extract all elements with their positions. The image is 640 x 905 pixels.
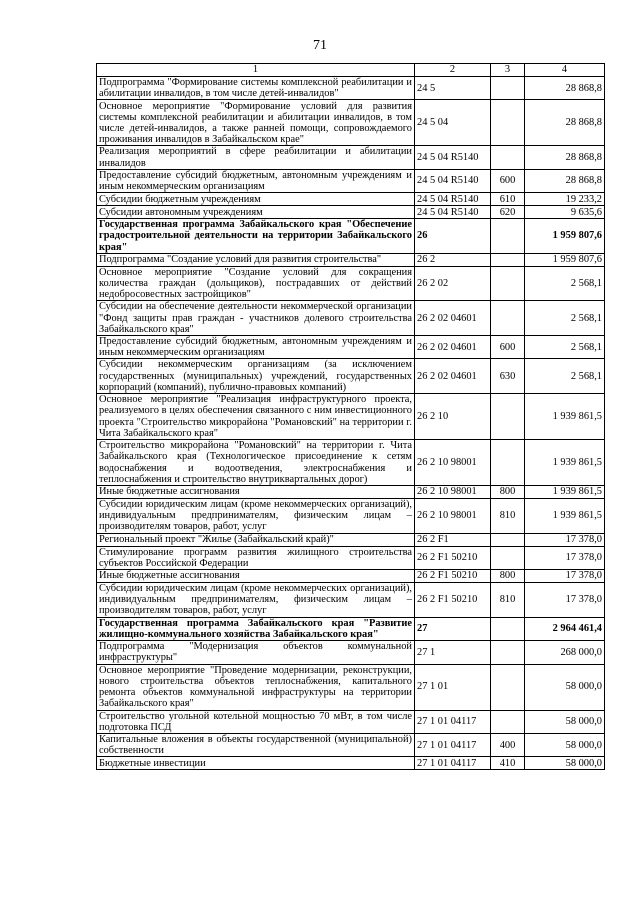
row-amount-cell: 17 378,0: [525, 533, 605, 546]
row-name-cell: Основное мероприятие "Формирование условий для развития системы комплексной реабилитации и абилитации инвалидов, в том числе детей-инвалидов, а также ранней помощи, сопровождаемого проживания инвалидов в Забайкальском крае": [97, 100, 415, 146]
row-expense-type-cell: [491, 617, 525, 640]
row-code-cell: 27: [415, 617, 491, 640]
row-amount-cell: 17 378,0: [525, 570, 605, 583]
row-code-cell: 26 2 F1 50210: [415, 583, 491, 618]
row-expense-type-cell: 610: [491, 193, 525, 206]
row-expense-type-cell: [491, 710, 525, 733]
budget-table: [96, 63, 605, 770]
row-expense-type-cell: 630: [491, 359, 525, 394]
page-number: 71: [313, 38, 327, 53]
row-name-cell: Реализация мероприятий в сфере реабилитации и абилитации инвалидов: [97, 146, 415, 169]
row-code-cell: 26 2 10: [415, 394, 491, 440]
row-name-cell: Подпрограмма "Модернизация объектов коммунальной инфраструктуры": [97, 641, 415, 664]
row-amount-cell: 58 000,0: [525, 757, 605, 770]
table-row: [97, 710, 605, 733]
row-amount-cell: 19 233,2: [525, 193, 605, 206]
row-code-cell: 26 2 02: [415, 266, 491, 301]
row-name-cell: Строительство угольной котельной мощностью 70 мВт, в том числе подготовка ПСД: [97, 710, 415, 733]
row-expense-type-cell: [491, 301, 525, 336]
row-name-cell: Основное мероприятие "Создание условий для сокращения количества граждан (дольщиков), пострадавших от действий недобросовестных застройщиков": [97, 266, 415, 301]
row-expense-type-cell: 620: [491, 206, 525, 219]
header-col-3: 3: [491, 64, 525, 77]
table-row: [97, 193, 605, 206]
row-amount-cell: 1 959 807,6: [525, 253, 605, 266]
row-name-cell: Подпрограмма "Формирование системы комплексной реабилитации и абилитации инвалидов, в том числе детей-инвалидов": [97, 77, 415, 100]
row-code-cell: 26 2 10 98001: [415, 486, 491, 499]
row-amount-cell: 2 568,1: [525, 266, 605, 301]
header-row: [97, 64, 605, 77]
table-row: [97, 169, 605, 192]
table-row: [97, 486, 605, 499]
row-amount-cell: 17 378,0: [525, 583, 605, 618]
row-code-cell: 26 2 F1: [415, 533, 491, 546]
row-expense-type-cell: 600: [491, 169, 525, 192]
row-name-cell: Иные бюджетные ассигнования: [97, 486, 415, 499]
row-name-cell: Бюджетные инвестиции: [97, 757, 415, 770]
row-code-cell: 27 1 01 04117: [415, 757, 491, 770]
row-expense-type-cell: [491, 533, 525, 546]
table-row: [97, 100, 605, 146]
table-row: [97, 583, 605, 618]
row-amount-cell: 2 568,1: [525, 301, 605, 336]
row-code-cell: 26 2 02 04601: [415, 359, 491, 394]
row-amount-cell: 9 635,6: [525, 206, 605, 219]
row-name-cell: Государственная программа Забайкальского края "Развитие жилищно-коммунального хозяйства Забайкальского края": [97, 617, 415, 640]
table-row: [97, 77, 605, 100]
row-name-cell: Региональный проект "Жилье (Забайкальский край)": [97, 533, 415, 546]
row-amount-cell: 58 000,0: [525, 710, 605, 733]
row-name-cell: Государственная программа Забайкальского края "Обеспечение градостроительной деятельности на территории Забайкальского края": [97, 219, 415, 254]
row-expense-type-cell: [491, 100, 525, 146]
table-row: [97, 664, 605, 710]
table-row: [97, 219, 605, 254]
row-name-cell: Субсидии автономным учреждениям: [97, 206, 415, 219]
row-amount-cell: 58 000,0: [525, 733, 605, 756]
row-expense-type-cell: 810: [491, 583, 525, 618]
row-name-cell: Основное мероприятие "Реализация инфраструктурного проекта, реализуемого в целях обеспечения связанного с ним инвестиционного проекта "Строительство микрорайона "Романовский" на территории г. Чита Забайкальского края": [97, 394, 415, 440]
row-amount-cell: 1 939 861,5: [525, 499, 605, 534]
row-amount-cell: 28 868,8: [525, 100, 605, 146]
row-code-cell: 24 5: [415, 77, 491, 100]
row-expense-type-cell: 800: [491, 570, 525, 583]
row-code-cell: 26 2 10 98001: [415, 440, 491, 486]
row-code-cell: 26 2 10 98001: [415, 499, 491, 534]
table-row: [97, 617, 605, 640]
row-name-cell: Капитальные вложения в объекты государственной (муниципальной) собственности: [97, 733, 415, 756]
row-amount-cell: 58 000,0: [525, 664, 605, 710]
row-amount-cell: 1 939 861,5: [525, 394, 605, 440]
row-amount-cell: 1 939 861,5: [525, 486, 605, 499]
row-amount-cell: 2 568,1: [525, 336, 605, 359]
row-name-cell: Основное мероприятие "Проведение модернизации, реконструкции, нового строительства объектов теплоснабжения, капитального ремонта объектов коммунальной инфраструктуры на территории Забайкальского края": [97, 664, 415, 710]
row-amount-cell: 1 959 807,6: [525, 219, 605, 254]
row-amount-cell: 2 964 461,4: [525, 617, 605, 640]
row-code-cell: 24 5 04 R5140: [415, 193, 491, 206]
row-name-cell: Субсидии некоммерческим организациям (за исключением государственных (муниципальных) учреждений, государственных корпораций (компаний), публично-правовых компаний): [97, 359, 415, 394]
row-expense-type-cell: [491, 146, 525, 169]
row-name-cell: Строительство микрорайона "Романовский" на территории г. Чита Забайкальского края (Технологическое присоединение к сетям водоснабжения и водоотведения, электроснабжения и теплоснабжения и строительство внутриквартальных дорог): [97, 440, 415, 486]
row-code-cell: 24 5 04: [415, 100, 491, 146]
row-name-cell: Субсидии юридическим лицам (кроме некоммерческих организаций), индивидуальным предпринимателям, физическим лицам – производителям товаров, работ, услуг: [97, 583, 415, 618]
row-name-cell: Субсидии бюджетным учреждениям: [97, 193, 415, 206]
row-expense-type-cell: [491, 641, 525, 664]
row-amount-cell: 268 000,0: [525, 641, 605, 664]
table-row: [97, 266, 605, 301]
row-code-cell: 26 2 F1 50210: [415, 570, 491, 583]
row-code-cell: 24 5 04 R5140: [415, 206, 491, 219]
row-code-cell: 24 5 04 R5140: [415, 146, 491, 169]
table-row: [97, 533, 605, 546]
row-amount-cell: 28 868,8: [525, 77, 605, 100]
row-expense-type-cell: [491, 394, 525, 440]
row-code-cell: 27 1: [415, 641, 491, 664]
table-row: [97, 570, 605, 583]
row-expense-type-cell: [491, 253, 525, 266]
row-amount-cell: 1 939 861,5: [525, 440, 605, 486]
row-expense-type-cell: 800: [491, 486, 525, 499]
header-col-4: 4: [525, 64, 605, 77]
table-row: [97, 546, 605, 569]
table-row: [97, 206, 605, 219]
row-code-cell: 24 5 04 R5140: [415, 169, 491, 192]
table-row: [97, 394, 605, 440]
row-expense-type-cell: [491, 664, 525, 710]
row-expense-type-cell: 410: [491, 757, 525, 770]
row-expense-type-cell: 810: [491, 499, 525, 534]
row-code-cell: 27 1 01 04117: [415, 733, 491, 756]
table-row: [97, 757, 605, 770]
row-code-cell: 26 2: [415, 253, 491, 266]
row-name-cell: Субсидии юридическим лицам (кроме некоммерческих организаций), индивидуальным предпринимателям, физическим лицам – производителям товаров, работ, услуг: [97, 499, 415, 534]
row-amount-cell: 28 868,8: [525, 169, 605, 192]
table-row: [97, 641, 605, 664]
row-name-cell: Предоставление субсидий бюджетным, автономным учреждениям и иным некоммерческим организациям: [97, 336, 415, 359]
row-name-cell: Иные бюджетные ассигнования: [97, 570, 415, 583]
row-expense-type-cell: [491, 77, 525, 100]
row-name-cell: Субсидии на обеспечение деятельности некоммерческой организации "Фонд защиты прав граждан - участников долевого строительства Забайкальского края": [97, 301, 415, 336]
row-code-cell: 26: [415, 219, 491, 254]
budget-table-body: [97, 64, 605, 770]
row-expense-type-cell: [491, 440, 525, 486]
table-row: [97, 733, 605, 756]
header-col-1: 1: [97, 64, 415, 77]
row-expense-type-cell: [491, 266, 525, 301]
row-expense-type-cell: [491, 546, 525, 569]
row-amount-cell: 17 378,0: [525, 546, 605, 569]
header-col-2: 2: [415, 64, 491, 77]
row-code-cell: 26 2 02 04601: [415, 301, 491, 336]
table-row: [97, 359, 605, 394]
table-row: [97, 301, 605, 336]
row-amount-cell: 2 568,1: [525, 359, 605, 394]
row-name-cell: Подпрограмма "Создание условий для развития строительства": [97, 253, 415, 266]
row-code-cell: 26 2 02 04601: [415, 336, 491, 359]
row-expense-type-cell: [491, 219, 525, 254]
row-name-cell: Стимулирование программ развития жилищного строительства субъектов Российской Федерации: [97, 546, 415, 569]
table-row: [97, 146, 605, 169]
row-code-cell: 26 2 F1 50210: [415, 546, 491, 569]
table-row: [97, 253, 605, 266]
table-row: [97, 336, 605, 359]
row-expense-type-cell: 400: [491, 733, 525, 756]
row-amount-cell: 28 868,8: [525, 146, 605, 169]
row-code-cell: 27 1 01 04117: [415, 710, 491, 733]
row-code-cell: 27 1 01: [415, 664, 491, 710]
row-expense-type-cell: 600: [491, 336, 525, 359]
row-name-cell: Предоставление субсидий бюджетным, автономным учреждениям и иным некоммерческим организациям: [97, 169, 415, 192]
table-row: [97, 440, 605, 486]
table-row: [97, 499, 605, 534]
